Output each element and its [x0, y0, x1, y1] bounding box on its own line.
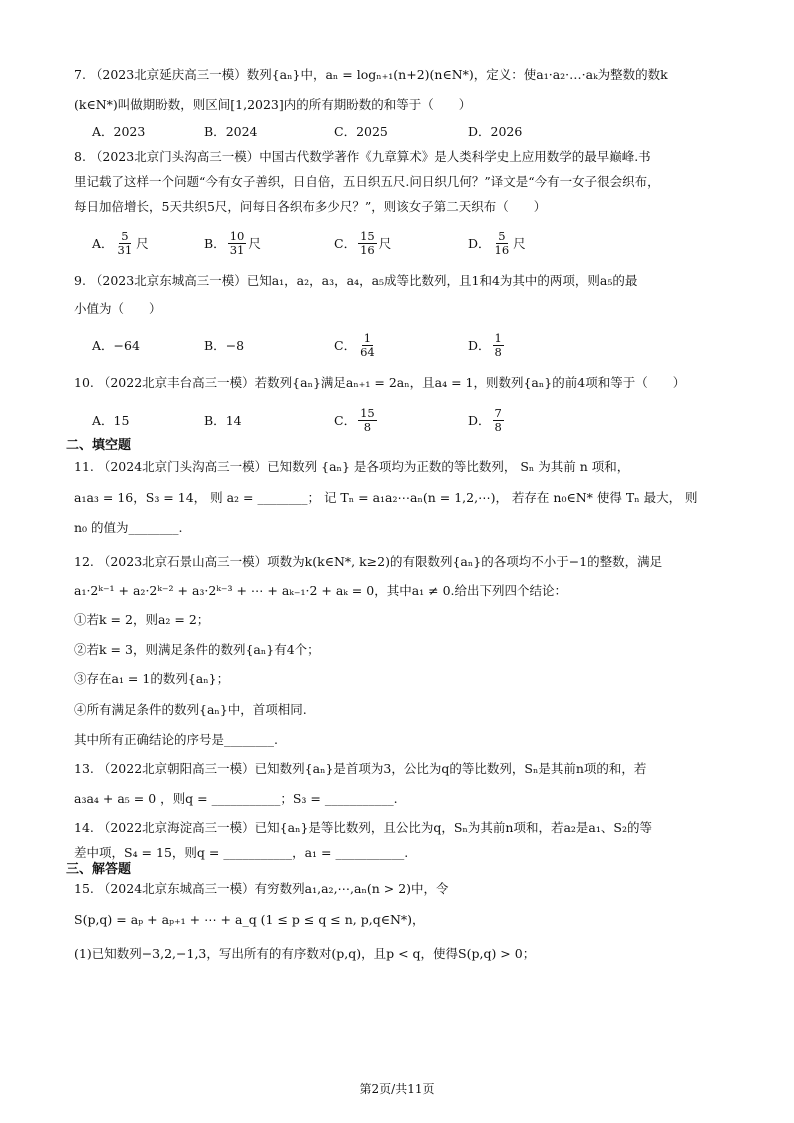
- fraction: $\frac{15}{16}$: [360, 228, 375, 257]
- q12-line-1: 12. （2023北京石景山高三一模）项数为k(k∈N*, k≥2)的有限数列{aₙ}的各项均不小于−1的整数，满足: [74, 554, 663, 569]
- q8-line-1: 8. （2023北京门头沟高三一模）中国古代数学著作《九章算术》是人类科学史上应用数学的最早巅峰.书: [74, 149, 651, 164]
- option-text: 2024: [225, 123, 258, 139]
- q10-option-b[interactable]: [204, 403, 242, 437]
- q14-line-2: 差中项，S₄ = 15，则q = ___________，a₁ = ___________.: [74, 845, 409, 860]
- q8-option-b[interactable]: [204, 226, 261, 260]
- q12-conclusion-4: ④所有满足条件的数列{aₙ}中，首项相同.: [74, 702, 307, 717]
- fraction: $\frac{1}{64}$: [360, 330, 375, 359]
- option-text: −8: [225, 337, 245, 353]
- q9-line-2: 小值为（ ）: [74, 301, 162, 316]
- q9-option-c[interactable]: [334, 328, 379, 362]
- option-label: C．: [334, 236, 357, 251]
- q10-options: [92, 403, 722, 437]
- unit-label: 尺: [378, 236, 392, 251]
- q12-conclusion-2: ②若k = 3，则满足条件的数列{aₙ}有4个；: [74, 642, 320, 657]
- q9-option-d[interactable]: [468, 328, 506, 362]
- option-label: D．: [468, 338, 491, 353]
- q8-option-a[interactable]: [92, 226, 149, 260]
- q11-line-3: n₀ 的值为________.: [74, 520, 183, 535]
- option-label: D．: [468, 413, 491, 428]
- q10-option-c[interactable]: [334, 403, 379, 437]
- q7-option-a[interactable]: [92, 122, 145, 140]
- option-label: B．: [204, 338, 226, 353]
- q8-line-2: 里记载了这样一个问题“今有女子善织，日自倍，五日织五尺.问日织几何？”译文是“今有一女子很会织布，: [74, 174, 660, 189]
- option-label: A．: [92, 413, 114, 428]
- fraction: $\frac{5}{31}$: [117, 228, 133, 257]
- q12-line-2: a₁·2ᵏ⁻¹ + a₂·2ᵏ⁻² + a₃·2ᵏ⁻³ + ⋯ + aₖ₋₁·2 + aₖ = 0，其中a₁ ≠ 0.给出下列四个结论：: [74, 583, 568, 598]
- option-label: A．: [92, 338, 114, 353]
- q8-option-c[interactable]: [334, 226, 391, 260]
- fraction: $\frac{10}{31}$: [229, 228, 245, 257]
- option-label: B．: [204, 236, 226, 251]
- q15-line-1: 15. （2024北京东城高三一模）有穷数列a₁,a₂,⋯,aₙ(n > 2)中，令: [74, 881, 449, 896]
- option-text: −64: [113, 337, 140, 353]
- q9-options: [92, 328, 722, 362]
- page-number-footer: 第2页/共11页: [359, 1082, 435, 1096]
- q11-line-1: 11. （2024北京门头沟高三一模）已知数列 {aₙ} 是各项均为正数的等比数列， Sₙ 为其前 n 项和，: [74, 459, 630, 474]
- q12-conclusion-3: ③存在a₁ = 1的数列{aₙ}；: [74, 671, 230, 686]
- option-label: C．: [334, 338, 357, 353]
- option-text: 2026: [490, 123, 523, 139]
- option-label: A．: [92, 124, 114, 139]
- q13-line-1: 13. （2022北京朝阳高三一模）已知数列{aₙ}是首项为3，公比为q的等比数列，Sₙ是其前n项的和，若: [74, 761, 647, 776]
- fraction: $\frac{5}{16}$: [494, 228, 510, 257]
- fraction: $\frac{7}{8}$: [494, 405, 502, 434]
- q9-option-a[interactable]: [92, 328, 140, 362]
- q7-option-d[interactable]: [468, 122, 522, 140]
- q7-option-c[interactable]: [334, 122, 388, 140]
- option-label: D．: [468, 124, 491, 139]
- q7-line-2: (k∈N*)叫做期盼数，则区间[1,2023]内的所有期盼数的和等于（ ）: [74, 97, 472, 112]
- unit-label: 尺: [513, 236, 526, 251]
- q9-option-b[interactable]: [204, 328, 244, 362]
- q8-options: [92, 226, 722, 260]
- q15-line-3: (1)已知数列−3,2,−1,3，写出所有的有序数对(p,q)，且p < q，使得S(p,q) > 0；: [74, 946, 536, 961]
- option-text: 2023: [113, 123, 146, 139]
- q11-line-2: a₁a₃ = 16，S₃ = 14， 则 a₂ = ________； 记 Tₙ = a₁a₂⋯aₙ(n = 1,2,⋯)， 若存在 n₀∈N* 使得 Tₙ 最大， 则: [74, 490, 698, 505]
- q8-option-d[interactable]: [468, 226, 526, 260]
- option-text: 15: [113, 412, 130, 428]
- q7-line-1: 7. （2023北京延庆高三一模）数列{aₙ}中，aₙ = logₙ₊₁(n+2)(n∈N*)，定义：使a₁·a₂·…·aₖ为整数的数k: [74, 67, 668, 82]
- q12-ask: 其中所有正确结论的序号是________.: [74, 732, 278, 747]
- unit-label: 尺: [136, 236, 149, 251]
- q14-line-1: 14. （2022北京海淀高三一模）已知{aₙ}是等比数列，且公比为q，Sₙ为其前n项和，若a₂是a₁、S₂的等: [74, 820, 652, 835]
- section-heading-solutions: 三、解答题: [66, 862, 132, 877]
- q12-conclusion-1: ①若k = 2，则a₂ = 2；: [74, 612, 210, 627]
- q13-line-2: a₃a₄ + a₅ = 0 ，则q = ___________；S₃ = ___________.: [74, 791, 398, 806]
- option-label: B．: [204, 413, 226, 428]
- q8-line-3: 每日加倍增长，5天共织5尺，问每日各织布多少尺？”，则该女子第二天织布（ ）: [74, 199, 547, 214]
- q15-line-2: S(p,q) = aₚ + aₚ₊₁ + ⋯ + a_q (1 ≤ p ≤ q ≤ n, p,q∈N*)，: [74, 912, 425, 927]
- option-text: 14: [225, 412, 242, 428]
- fraction: $\frac{1}{8}$: [494, 330, 502, 359]
- option-label: C．: [334, 124, 357, 139]
- q7-option-b[interactable]: [204, 122, 258, 140]
- option-label: A．: [92, 236, 114, 251]
- section-heading-fill-in: 二、填空题: [66, 438, 132, 453]
- unit-label: 尺: [248, 236, 261, 251]
- option-text: 2025: [356, 123, 388, 139]
- fraction: $\frac{15}{8}$: [360, 405, 375, 434]
- q10-line-1: 10. （2022北京丰台高三一模）若数列{aₙ}满足aₙ₊₁ = 2aₙ，且a₄ = 1，则数列{aₙ}的前4项和等于（ ）: [74, 375, 686, 390]
- option-label: B．: [204, 124, 226, 139]
- q10-option-a[interactable]: [92, 403, 129, 437]
- option-label: D．: [468, 236, 491, 251]
- q9-line-1: 9. （2023北京东城高三一模）已知a₁，a₂，a₃，a₄，a₅成等比数列，且1和4为其中的两项，则a₅的最: [74, 273, 638, 288]
- option-label: C．: [334, 413, 357, 428]
- q10-option-d[interactable]: [468, 403, 506, 437]
